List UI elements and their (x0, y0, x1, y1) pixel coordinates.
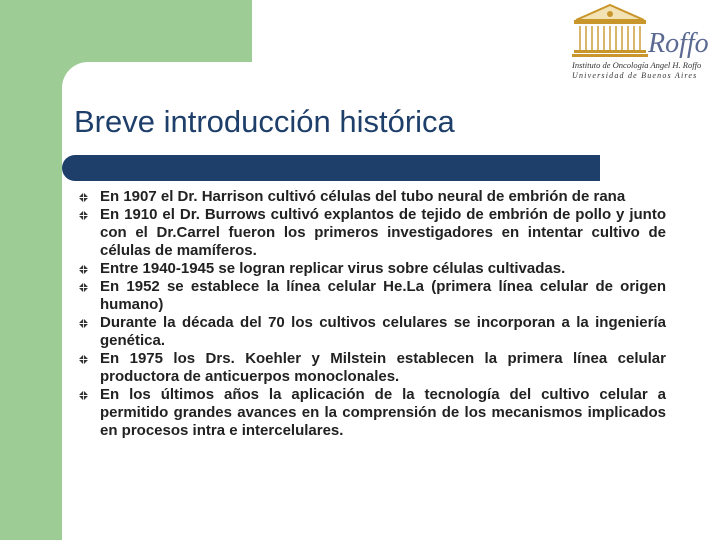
slide-title: Breve introducción histórica (74, 104, 455, 139)
logo-name: Roffo (648, 28, 709, 59)
bullet-item (78, 278, 666, 314)
institute-logo (566, 2, 716, 82)
bullet-text: Durante la década del 70 los cultivos celulares se incorporan a la ingeniería genética. (100, 314, 666, 349)
diamond-bullet-icon (78, 264, 89, 275)
diamond-bullet-icon (78, 282, 89, 293)
bullet-item (78, 188, 666, 206)
bullet-item (78, 386, 666, 440)
bullet-item (78, 314, 666, 350)
bullet-item (78, 260, 666, 278)
bullet-text: En 1907 el Dr. Harrison cultivó células del tubo neural de embrión de rana (100, 188, 626, 205)
logo-subtitle-institute: Instituto de Oncología Angel H. Roffo (572, 60, 702, 70)
diamond-bullet-icon (78, 192, 89, 203)
bullet-text: En 1975 los Drs. Koehler y Milstein establecen la primera línea celular productora de anticuerpos monoclonales. (100, 350, 666, 385)
bullet-item (78, 350, 666, 386)
bullet-text: En 1952 se establece la línea celular He.La (primera línea celular de origen humano) (100, 278, 666, 313)
logo-subtitle-university: Universidad de Buenos Aires (572, 71, 698, 80)
bullet-text: En 1910 el Dr. Burrows cultivó explantos de tejido de embrión de pollo y junto con el Dr.Carrel fueron los primeros investigadores en intentar cultivo de células de mamíferos. (100, 206, 666, 259)
diamond-bullet-icon (78, 354, 89, 365)
bullet-list (78, 188, 666, 440)
title-underline-bar (62, 155, 600, 181)
diamond-bullet-icon (78, 210, 89, 221)
diamond-bullet-icon (78, 318, 89, 329)
diamond-bullet-icon (78, 390, 89, 401)
bullet-text: Entre 1940-1945 se logran replicar virus sobre células cultivadas. (100, 260, 566, 277)
institute-building-icon (570, 2, 650, 60)
bullet-item (78, 206, 666, 260)
bullet-text: En los últimos años la aplicación de la tecnología del cultivo celular a permitido grandes avances en la comprensión de los mecanismos implicados en procesos intra e intercelulares. (100, 386, 666, 439)
